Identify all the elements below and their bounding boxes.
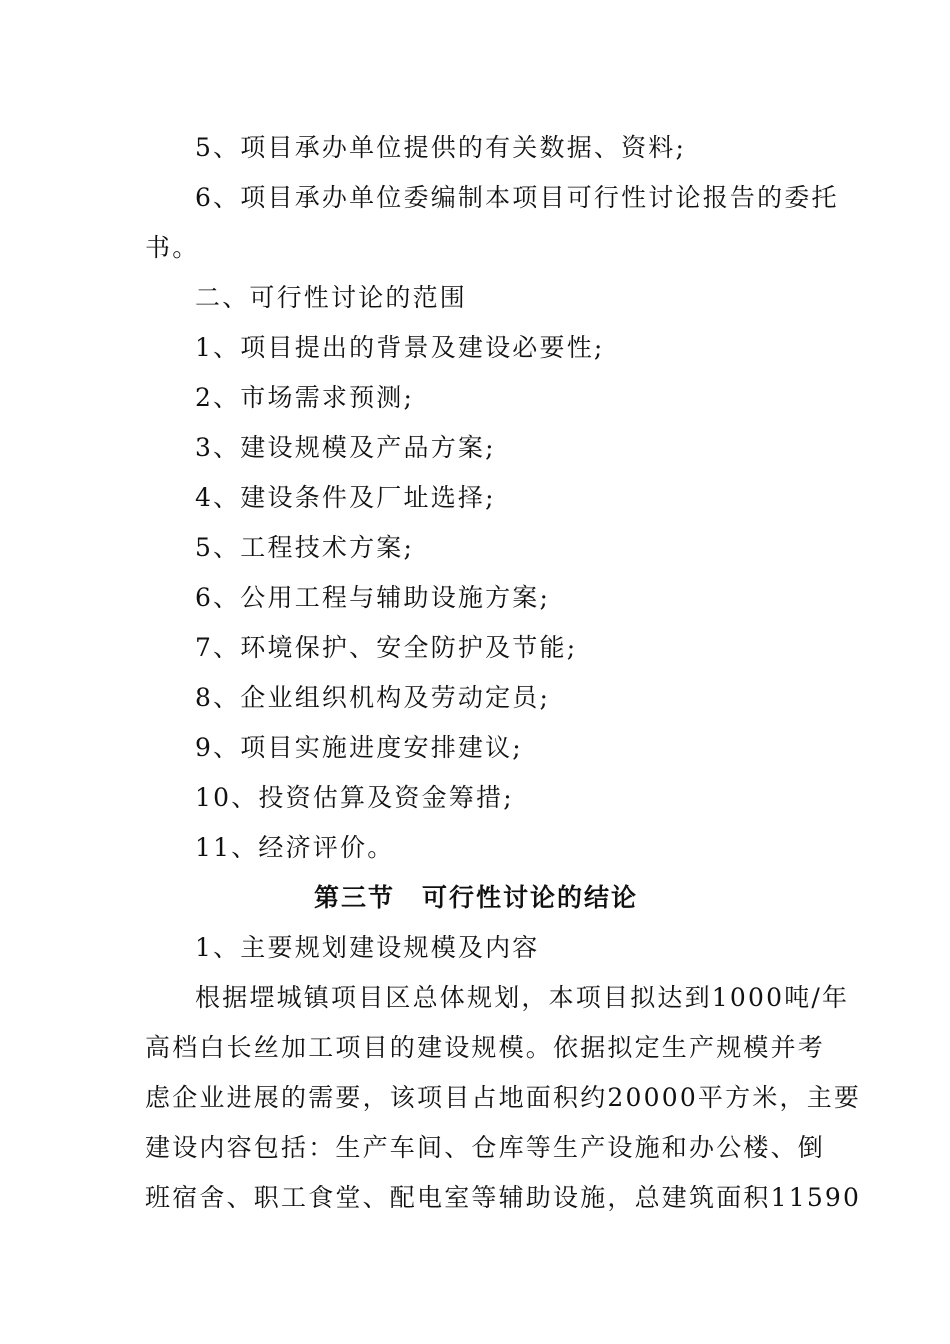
paragraph-line-3: 虑企业进展的需要，该项目占地面积约20000平方米，主要 — [145, 1083, 862, 1112]
scope-item-11: 11、经济评价。 — [195, 833, 395, 862]
basis-item-6: 6、项目承办单位委编制本项目可行性讨论报告的委托 — [195, 183, 839, 212]
scope-item-4: 4、建设条件及厂址选择; — [195, 483, 496, 512]
scope-item-2: 2、市场需求预测; — [195, 383, 415, 412]
paragraph-line-2: 高档白长丝加工项目的建设规模。依据拟定生产规模并考 — [145, 1033, 826, 1062]
scope-title: 二、可行性讨论的范围 — [195, 283, 468, 312]
scope-item-7: 7、环境保护、安全防护及节能; — [195, 633, 578, 662]
scope-item-8: 8、企业组织机构及劳动定员; — [195, 683, 551, 712]
scope-item-5: 5、工程技术方案; — [195, 533, 415, 562]
scope-item-1: 1、项目提出的背景及建设必要性; — [195, 333, 605, 362]
scope-item-6: 6、公用工程与辅助设施方案; — [195, 583, 551, 612]
basis-item-6-continued: 书。 — [145, 233, 200, 262]
section-heading: 第三节 可行性讨论的结论 — [313, 883, 638, 912]
scope-item-9: 9、项目实施进度安排建议; — [195, 733, 523, 762]
paragraph-line-5: 班宿舍、职工食堂、配电室等辅助设施，总建筑面积11590 — [145, 1183, 862, 1212]
paragraph-line-1: 根据堽城镇项目区总体规划，本项目拟达到1000吨/年 — [195, 983, 850, 1012]
paragraph-line-4: 建设内容包括：生产车间、仓库等生产设施和办公楼、倒 — [145, 1133, 826, 1162]
scope-item-10: 10、投资估算及资金筹措; — [195, 783, 514, 812]
basis-item-5: 5、项目承办单位提供的有关数据、资料; — [195, 133, 687, 162]
scope-item-3: 3、建设规模及产品方案; — [195, 433, 496, 462]
subsection-title: 1、主要规划建设规模及内容 — [195, 933, 540, 962]
